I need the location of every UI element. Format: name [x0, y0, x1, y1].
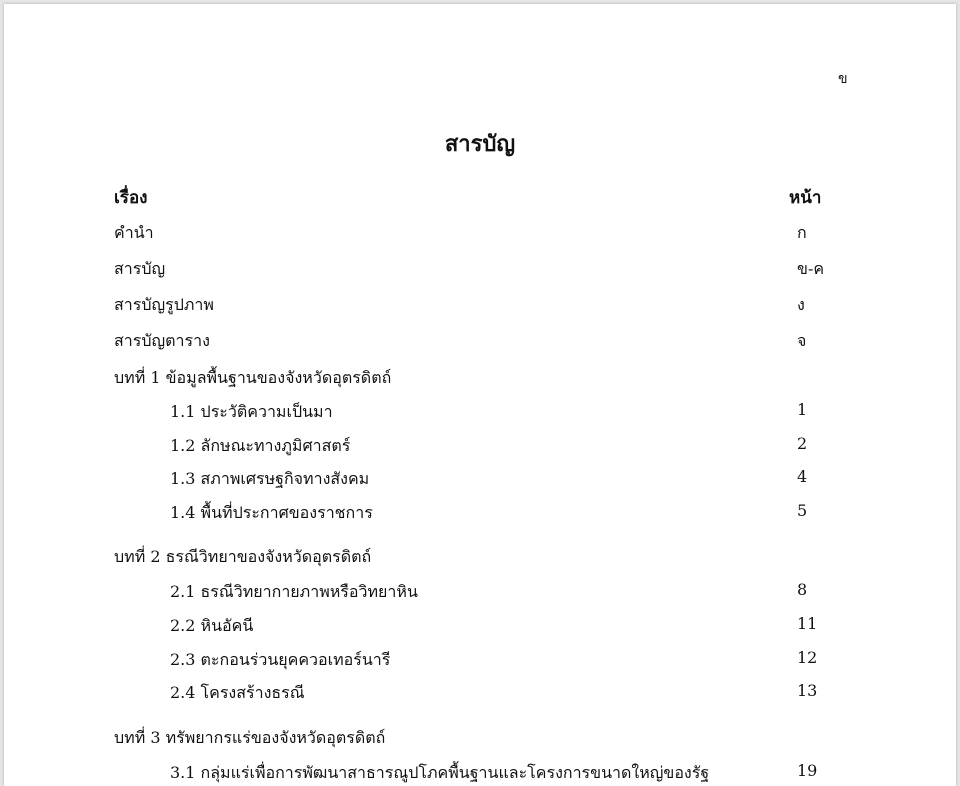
page-title: สารบัญ — [444, 131, 516, 157]
toc-entry-page: จ — [797, 331, 807, 350]
toc-entry-label: สารบัญตาราง — [114, 331, 210, 350]
toc-entry-page: 1 — [797, 400, 808, 419]
toc-entry-label: สารบัญรูปภาพ — [114, 295, 214, 314]
toc-subentry-label: 2.3 ตะกอนร่วนยุคควอเทอร์นารี — [170, 650, 391, 669]
toc-subentry-label: 1.2 ลักษณะทางภูมิศาสตร์ — [170, 436, 351, 455]
page-number: ข — [838, 71, 848, 87]
toc-chapter-label: บทที่ 1 ข้อมูลพื้นฐานของจังหวัดอุตรดิตถ์ — [114, 368, 392, 387]
toc-subentry-label: 1.4 พื้นที่ประกาศของราชการ — [170, 503, 373, 522]
toc-subentry-label: 1.3 สภาพเศรษฐกิจทางสังคม — [170, 469, 370, 488]
toc-chapter — [4, 366, 956, 396]
toc-entry — [4, 329, 956, 359]
toc-subentry — [4, 614, 956, 644]
toc-entry-page: 4 — [797, 467, 808, 486]
toc-entry-page: ก — [797, 223, 807, 242]
toc-chapter-label: บทที่ 3 ทรัพยากรแร่ของจังหวัดอุตรดิตถ์ — [114, 728, 386, 747]
toc-chapter-label: บทที่ 2 ธรณีวิทยาของจังหวัดอุตรดิตถ์ — [114, 547, 372, 566]
toc-subentry — [4, 467, 956, 497]
toc-entry-label: สารบัญ — [114, 259, 166, 278]
toc-chapter — [4, 545, 956, 575]
toc-entry-page: 11 — [797, 614, 818, 633]
toc-subentry-label: 2.4 โครงสร้างธรณี — [170, 683, 305, 702]
toc-subentry-label: 2.1 ธรณีวิทยากายภาพหรือวิทยาหิน — [170, 582, 418, 601]
column-header-topic: เรื่อง — [114, 188, 148, 208]
toc-entry-page: 13 — [797, 681, 818, 700]
toc-entry-page: ง — [797, 295, 805, 314]
toc-subentry — [4, 761, 956, 786]
toc-entry-page: 12 — [797, 648, 818, 667]
toc-entry-label: คำนำ — [114, 223, 154, 242]
toc-entry-page: ข-ค — [797, 259, 825, 278]
toc-entry-page: 2 — [797, 434, 808, 453]
toc-subentry — [4, 648, 956, 678]
toc-entry-page: 8 — [797, 580, 808, 599]
toc-entry-page: 19 — [797, 761, 818, 780]
toc-subentry — [4, 580, 956, 610]
toc-entry — [4, 293, 956, 323]
toc-subentry — [4, 501, 956, 531]
toc-subentry-label: 3.1 กลุ่มแร่เพื่อการพัฒนาสาธารณูปโภคพื้นฐานและโครงการขนาดใหญ่ของรัฐ — [170, 763, 710, 782]
column-header-page: หน้า — [789, 188, 822, 208]
toc-entry — [4, 257, 956, 287]
toc-subentry-label: 1.1 ประวัติความเป็นมา — [170, 402, 333, 421]
toc-subentry — [4, 681, 956, 711]
toc-subentry-label: 2.2 หินอัคนี — [170, 616, 254, 635]
toc-entry — [4, 221, 956, 251]
toc-chapter — [4, 726, 956, 756]
toc-subentry — [4, 434, 956, 464]
toc-entry-page: 5 — [797, 501, 808, 520]
toc-subentry — [4, 400, 956, 430]
document-page — [4, 4, 956, 786]
